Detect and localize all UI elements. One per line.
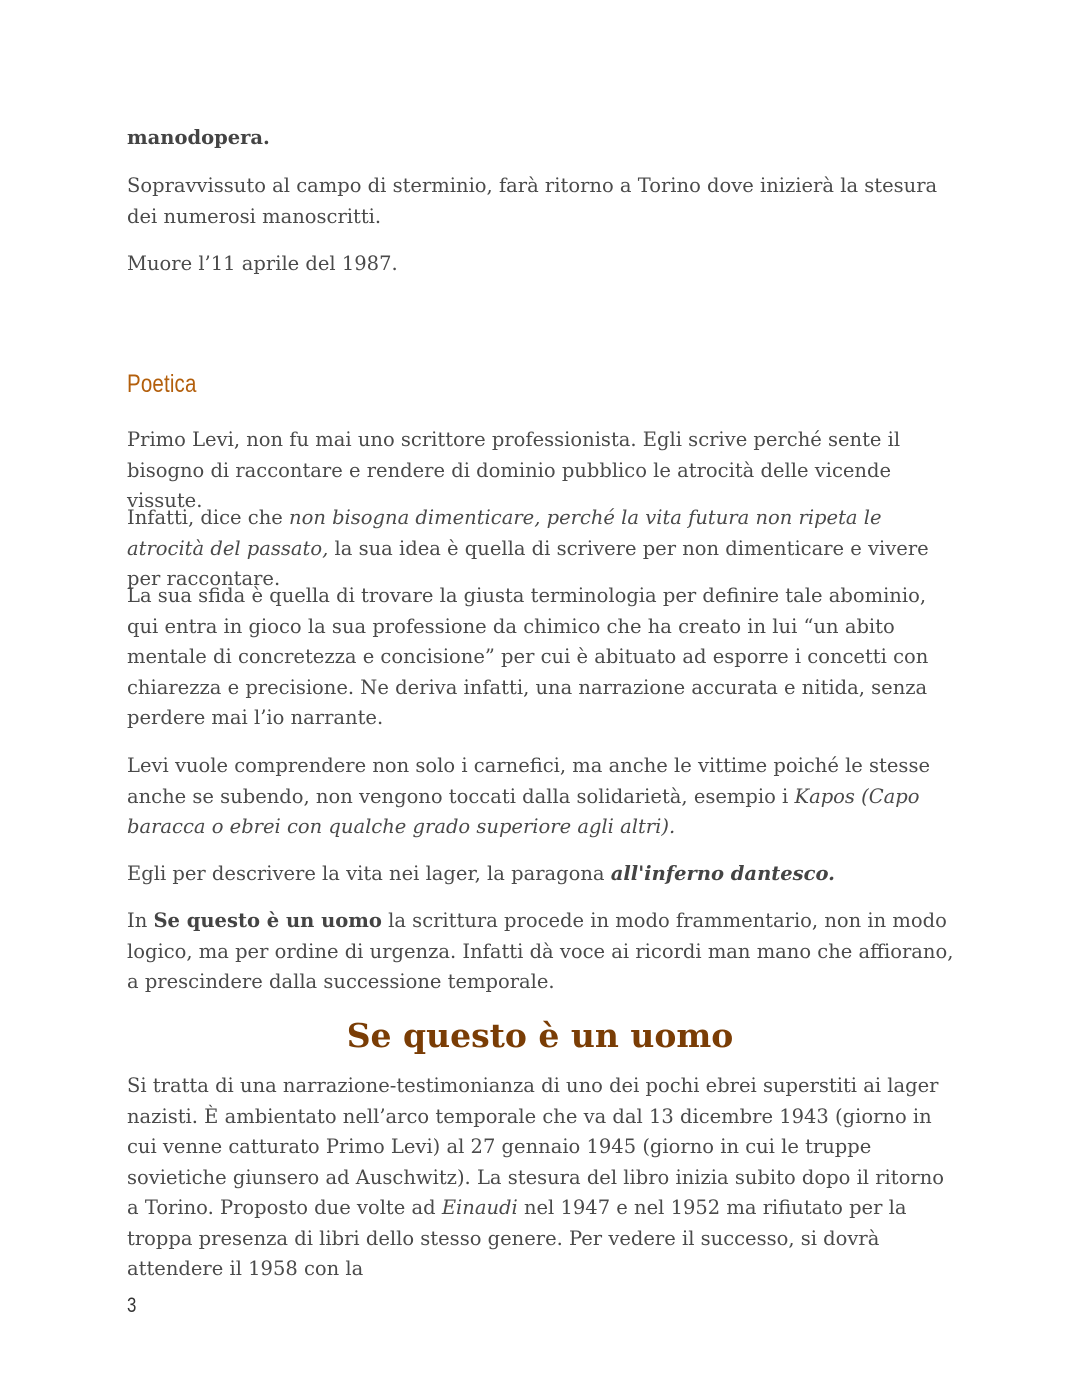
text-run: Egli per descrivere la vita nei lager, la paragona [127,862,611,885]
paragraph-fragment [127,123,957,154]
text-run: In [127,909,154,932]
text-run: Infatti, dice che [127,506,290,529]
page-number: 3 [127,1294,137,1317]
italic-quote: non bisogna dimenticare, perché la vita futura non ripeta le atrocità del passato, [127,506,882,560]
text-run: Levi vuole comprendere non solo i carnefici, ma anche le vittime poiché le stesse anche se subendo, non vengono toccati dalla solidarietà, esempio i [127,754,930,808]
italic-kapos: Kapos (Capo baracca o ebrei con qualche grado superiore agli altri). [127,784,920,838]
bold-italic-inferno [611,862,835,885]
section-heading-book: Se questo è un uomo [346,1016,734,1055]
paragraph-poetica-intro: Primo Levi, non fu mai uno scrittore professionista. Egli scrive perché sente il bisogno di raccontare e rendere di dominio pubblico le atrocità delle vicende vissute. [127,428,901,512]
bold-book-title: Se questo è un uomo [153,909,382,932]
paragraph-poetica-writing [127,906,957,998]
paragraph-poetica-challenge: La sua sfida è quella di trovare la giusta terminologia per definire tale abominio, qui entra in gioco la sua professione da chimico che ha creato in lui “un abito mentale di concretezza e concisione” per cui è abituato ad esporre i concetti con chiarezza e precisione. Ne deriva infatti, una narrazione accurata e nitida, senza perdere mai l’io narrante. [127,584,929,729]
bold-text: manodopera. [127,126,270,149]
text-run: la sua idea è quella di scrivere per non dimenticare e vivere per raccontare. [127,536,929,590]
italic-publisher: Einaudi [441,1196,518,1219]
text-run: Si tratta di una narrazione-testimonianza di uno dei pochi ebrei superstiti ai lager nazisti. È ambientato nell’arco temporale che va dal 13 dicembre 1943 (giorno in cui venne catturato Primo Levi) al 27 gennaio 1945 (giorno in cui le truppe sovietiche giunsero ad Auschwitz). La stesura del libro inizia subito dopo il ritorno a Torino. Proposto due volte ad [127,1074,944,1219]
paragraph-death: Muore l’11 aprile del 1987. [127,252,398,275]
paragraph-poetica-inferno [127,859,957,890]
paragraph-book-description [127,1071,957,1285]
paragraph-poetica-victims [127,751,957,843]
text-run: la scrittura procede in modo frammentario, non in modo logico, ma per ordine di urgenza. Infatti dà voce ai ricordi man mano che affiorano, a prescindere dalla successione temporale. [127,909,954,993]
text-run: nel 1947 e nel 1952 ma rifiutato per la troppa presenza di libri dello stesso genere. Per vedere il successo, si dovrà attendere il 1958 con la [127,1196,907,1280]
italic-inferno: all'inferno dantesco. [610,862,835,885]
section-heading-poetica: Poetica [127,370,197,398]
paragraph-survival: Sopravvissuto al campo di sterminio, farà ritorno a Torino dove inizierà la stesura dei numerosi manoscritti. [127,174,938,228]
